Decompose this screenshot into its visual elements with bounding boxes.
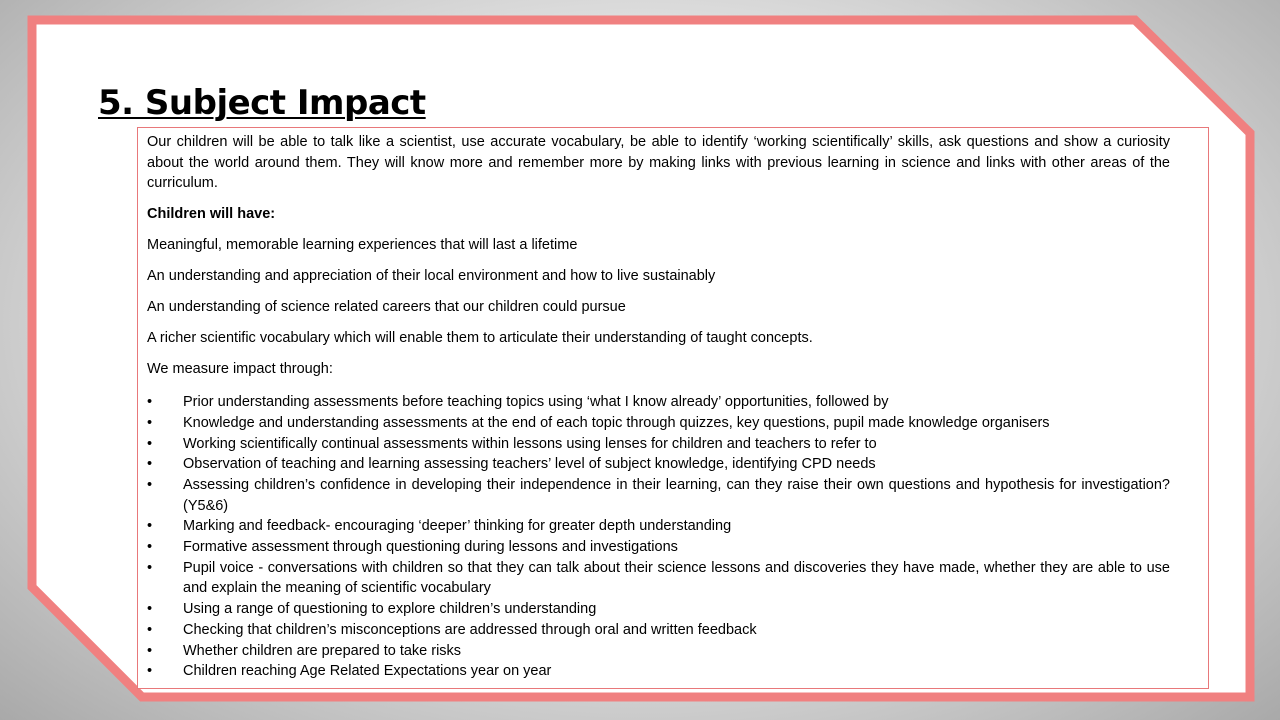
measure-list-item [147, 454, 1170, 475]
bullet-icon: • [147, 559, 153, 576]
bullet-icon: • [147, 601, 153, 618]
measure-item-text: Marking and feedback- encouraging ‘deeper’ thinking for greater depth understanding [183, 518, 732, 535]
bullet-icon: • [147, 414, 153, 431]
children-will-have-heading: Children will have: [147, 206, 276, 223]
measure-item-text: Assessing children’s confidence in developing their independence in their learning, can they raise their own questions and hypothesis for investigation? (Y5&6) [183, 476, 1170, 514]
measure-list-item [147, 434, 1170, 455]
have-item: An understanding of science related careers that our children could pursue [147, 299, 626, 316]
measure-heading: We measure impact through: [147, 361, 333, 378]
measure-item-text: Pupil voice - conversations with children so that they can talk about their science lessons and discoveries they have made, whether they are able to use and explain the meaning of scientific vocabulary [183, 559, 1170, 597]
measure-item-text: Observation of teaching and learning assessing teachers’ level of subject knowledge, identifying CPD needs [183, 456, 876, 473]
bullet-icon: • [147, 456, 153, 473]
measure-item-text: Prior understanding assessments before teaching topics using ‘what I know already’ opportunities, followed by [183, 394, 889, 411]
bullet-icon: • [147, 518, 153, 535]
bullet-icon: • [147, 539, 153, 556]
measure-item-text: Children reaching Age Related Expectations year on year [183, 663, 552, 680]
bullet-icon: • [147, 435, 153, 452]
measure-item-text: Formative assessment through questioning during lessons and investigations [183, 539, 678, 556]
measure-item-text: Whether children are prepared to take risks [183, 642, 462, 659]
measure-list-item [147, 516, 1170, 537]
measure-list-item [147, 475, 1170, 516]
measure-list-item [147, 392, 1170, 413]
measure-item-text: Using a range of questioning to explore children’s understanding [183, 601, 597, 618]
bullet-icon: • [147, 642, 153, 659]
measure-list-item [147, 620, 1170, 641]
have-item: Meaningful, memorable learning experiences that will last a lifetime [147, 237, 578, 254]
measure-list-item [147, 558, 1170, 599]
content-box [137, 127, 1209, 689]
measure-item-text: Knowledge and understanding assessments at the end of each topic through quizzes, key questions, pupil made knowledge organisers [183, 414, 1050, 431]
measure-list [147, 392, 1170, 682]
have-item: An understanding and appreciation of their local environment and how to live sustainably [147, 268, 716, 285]
measure-list-item [147, 641, 1170, 662]
measure-list-item [147, 413, 1170, 434]
bullet-icon: • [147, 663, 153, 680]
page-title: 5. Subject Impact [98, 83, 426, 123]
measure-list-item [147, 599, 1170, 620]
measure-item-text: Checking that children’s misconceptions are addressed through oral and written feedback [183, 621, 757, 638]
measure-list-item [147, 661, 1170, 682]
bullet-icon: • [147, 476, 153, 493]
measure-list-item [147, 537, 1170, 558]
have-item: A richer scientific vocabulary which will enable them to articulate their understanding of taught concepts. [147, 330, 813, 347]
intro-paragraph: Our children will be able to talk like a scientist, use accurate vocabulary, be able to identify ‘working scientifically’ skills, ask questions and show a curiosity about the world around them. They will know more and remember more by making links with previous learning in science and links with other areas of the curriculum. [147, 134, 1170, 192]
measure-item-text: Working scientifically continual assessments within lessons using lenses for children and teachers to refer to [183, 435, 877, 452]
bullet-icon: • [147, 394, 153, 411]
bullet-icon: • [147, 621, 153, 638]
